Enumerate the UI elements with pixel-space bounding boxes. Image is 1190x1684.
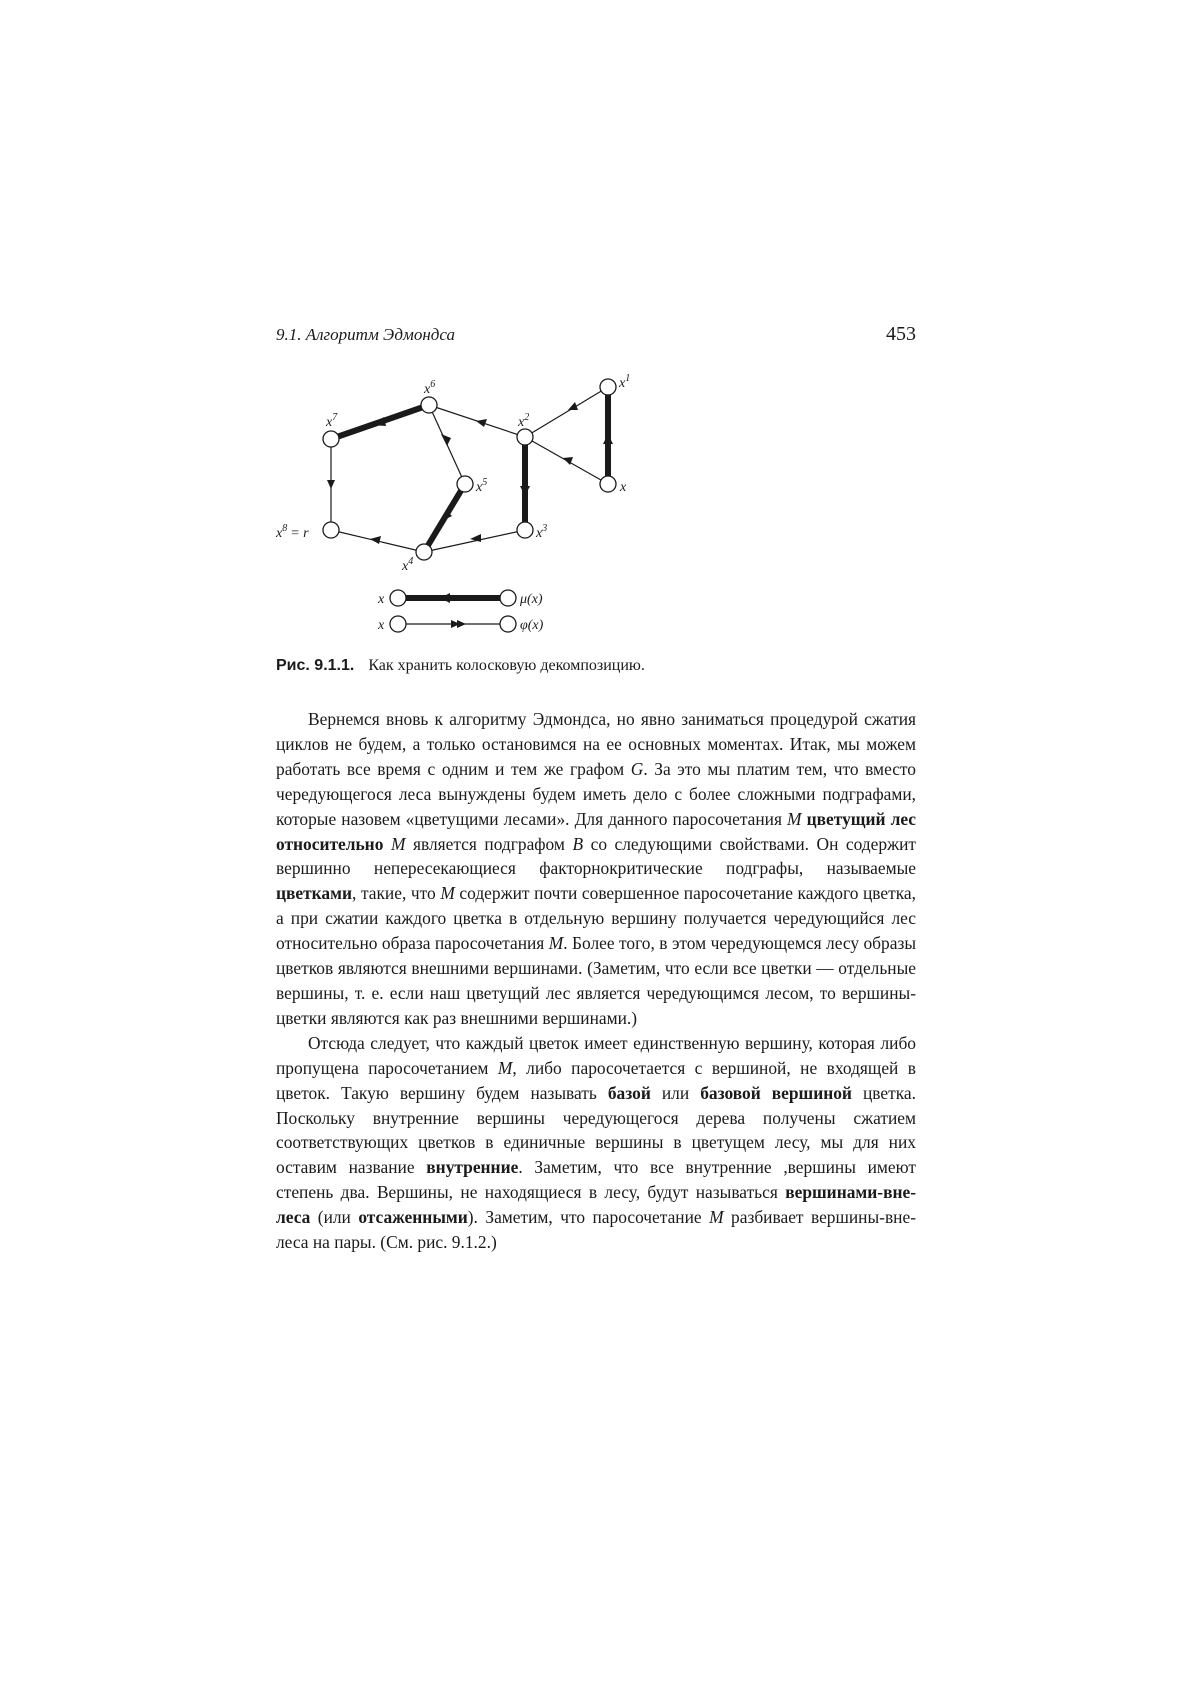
body-text	[276, 707, 916, 1255]
p2-run: , либо паросочетается с вершиной, не входящей в цветок. Такую вершину будем называть	[276, 1057, 916, 1103]
p1-run: Вернемся вновь к алгоритму Эдмондса, но явно заниматься процедурой сжатия циклов не будем, а только остановимся на ее основных моментах. Итак, мы можем работать все время с одним и тем же графом	[276, 709, 916, 779]
arrow-x7-x8	[327, 480, 335, 489]
label-x: x	[620, 480, 627, 495]
vertex-x2	[517, 429, 533, 445]
vertex-x6	[421, 397, 437, 413]
legend-phi-right-node	[500, 616, 516, 632]
term-bold: отсаженными	[358, 1207, 468, 1228]
p1-run	[383, 834, 391, 854]
legend-mu-right-node	[500, 590, 516, 606]
vertex-x4	[416, 544, 432, 560]
legend-mu-right-label: μ(x)	[520, 592, 543, 607]
p1-run: содержит почти совершенное паросочетание каждого цветка, а при сжатии каждого цветка в отдельную вершину получается чередующийся лес относительно образа паросочетания	[276, 883, 916, 954]
paragraph-1	[276, 707, 916, 1031]
label-x4: $x^4$	[402, 556, 414, 574]
arrow-x-x1	[603, 434, 613, 444]
vertex-x	[600, 476, 616, 492]
vertex-x1	[600, 379, 616, 395]
p1-run: . За это мы платим тем, что вместо чередующегося леса вынуждены будем иметь дело с более сложными подграфами, которые назовем «цветущими лесами». Для данного паросочетания	[276, 758, 917, 829]
vertex-x8	[323, 522, 339, 538]
label-x2: $x^2$	[518, 412, 530, 430]
edge-x4-x3	[424, 530, 525, 552]
arrow-x1-x2	[568, 402, 578, 410]
p2-run: . Заметим, что все внутренние ,вершины имеют степень два. Вершины, не находящиеся в лесу, будут называться	[276, 1157, 917, 1203]
arrow-x2-x3	[520, 486, 530, 496]
p2-run: или	[650, 1082, 701, 1103]
arrow-x2-x6	[476, 419, 487, 427]
caption-label: Рис. 9.1.1.	[276, 657, 355, 674]
legend-phi-left-node	[390, 616, 406, 632]
legend-mu-left-node	[390, 590, 406, 606]
label-x7: $x^7$	[326, 412, 338, 430]
p2-run: (или	[310, 1207, 359, 1228]
math-var: B	[572, 833, 584, 854]
label-x6: $x^6$	[424, 379, 436, 397]
paragraph-2	[276, 1031, 916, 1255]
p2-run: Отсюда следует, что каждый цветок имеет единственную вершину, которая либо пропущена паросочетанием	[276, 1032, 916, 1078]
label-x1: $x^1$	[619, 373, 631, 391]
figure-graph	[0, 0, 1190, 660]
caption-text: Как хранить колосковую декомпозицию.	[368, 657, 645, 674]
term-bold: базой	[607, 1082, 651, 1103]
label-x8: $x^8 = r$	[276, 523, 309, 541]
term-bold: цветущий лес относительно	[276, 808, 916, 854]
legend	[377, 590, 544, 633]
running-title: 9.1. Алгоритм Эдмондса	[276, 325, 456, 344]
math-var: M	[709, 1207, 724, 1228]
math-var: M	[787, 808, 802, 829]
p2-run: цветка. Поскольку внутренние вершины чередующегося дерева получены сжатием соответствующих цветков в единичные вершины в цветущем лесу, мы для них оставим название	[276, 1082, 916, 1178]
math-var: M	[548, 933, 564, 954]
vertex-x5	[457, 476, 473, 492]
p1-run: , такие, что	[352, 883, 441, 904]
term-bold: вершинами-вне-леса	[276, 1182, 916, 1228]
label-x3: $x^3$	[536, 523, 548, 541]
legend-phi-right-label: φ(x)	[520, 618, 544, 633]
vertex-x3	[517, 522, 533, 538]
term-bold: внутренние	[426, 1157, 519, 1178]
math-var: M	[390, 833, 406, 854]
term-bold: базовой вершиной	[700, 1082, 852, 1103]
math-var: M	[440, 883, 455, 904]
legend-mu-left-label: x	[378, 592, 385, 607]
vertex-x7	[323, 431, 339, 447]
legend-phi-left-label: x	[378, 618, 385, 633]
p2-run: разбивает вершины-вне-леса на пары. (См. рис. 9.1.2.)	[276, 1207, 916, 1253]
math-var: G	[630, 758, 644, 779]
label-x5: $x^5$	[476, 477, 488, 495]
term-bold: цветками	[276, 883, 352, 904]
page-number: 453	[886, 323, 916, 345]
p1-run: со следующими свойствами. Он содержит вершинно непересекающиеся факторнокритические подграфы, называемые	[276, 833, 916, 879]
p1-run: . Более того, в этом чередующемся лесу образы цветков являются внешними вершинами. (Заметим, что если все цветки — отдельные вершины, т. е. если наш цветущий лес является чередующимся лесом, то вершины-цветки являются как раз внешними вершинами.)	[276, 933, 917, 1028]
p1-run: является подграфом	[405, 833, 573, 854]
arrow-x5-x6	[441, 434, 451, 446]
math-var: M	[497, 1057, 513, 1078]
p2-run: ). Заметим, что паросочетание	[467, 1207, 710, 1228]
edge-x2-x1	[525, 387, 608, 437]
figure-caption	[276, 657, 916, 675]
legend-mu-arrow	[440, 593, 450, 603]
